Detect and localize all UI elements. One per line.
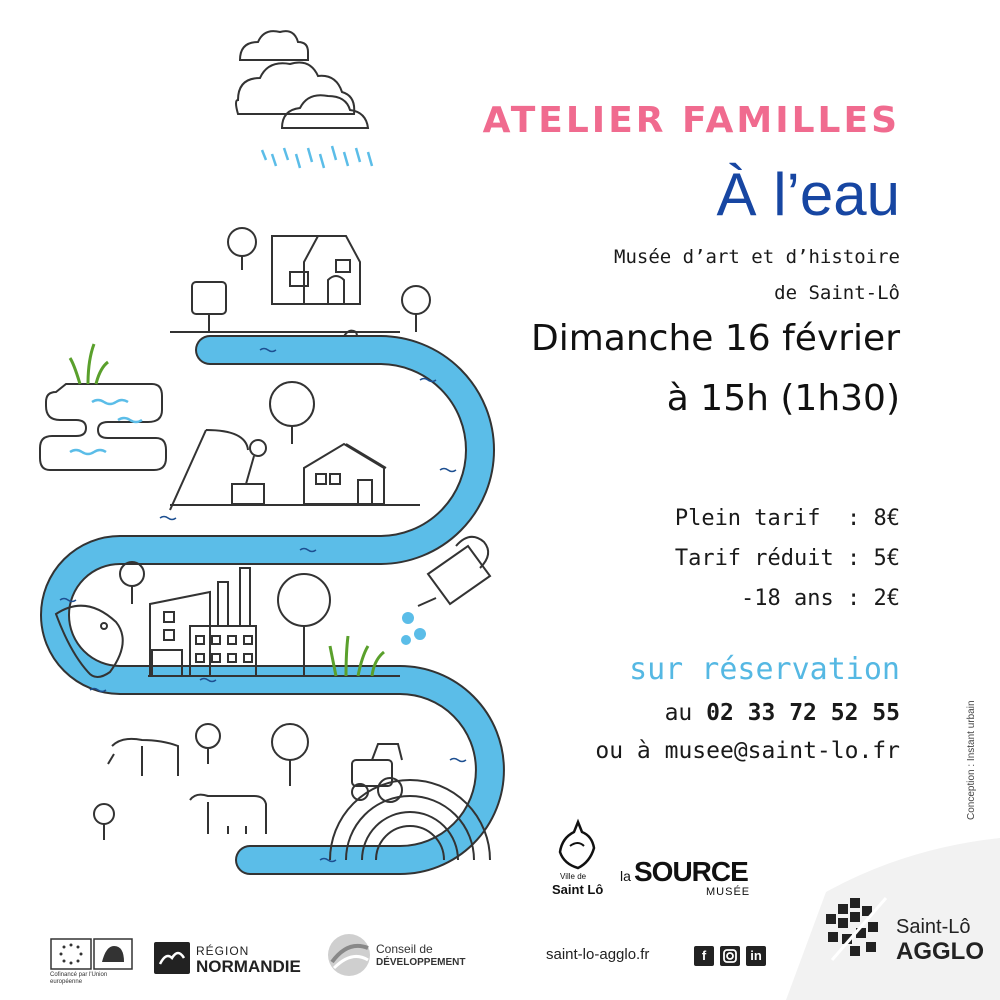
- website-link[interactable]: saint-lo-agglo.fr: [546, 946, 650, 963]
- event-kicker: ATELIER FAMILLES: [482, 100, 900, 141]
- agglo-logo-line1: Saint-Lô: [896, 916, 971, 938]
- price-under-18: -18 ans : 2€: [741, 586, 900, 611]
- conseil-developpement-icon: [326, 932, 372, 978]
- facebook-icon[interactable]: f: [694, 946, 714, 966]
- region-line2: NORMANDIE: [196, 957, 301, 976]
- region-line1: RÉGION: [196, 944, 250, 958]
- event-title: À l’eau: [716, 161, 900, 228]
- source-logo-la: la: [620, 868, 631, 884]
- phone-prefix: au: [664, 700, 707, 726]
- price-reduced: Tarif réduit : 5€: [674, 546, 900, 571]
- venue-line-2: de Saint-Lô: [774, 282, 900, 304]
- pond: [40, 384, 166, 470]
- water-cycle-illustration: [0, 0, 520, 900]
- region-normandie-icon: [154, 942, 190, 974]
- eu-caption: Cofinancé par l'Union européenne: [50, 972, 108, 985]
- linkedin-icon[interactable]: in: [746, 946, 766, 966]
- cloud-icon: [236, 31, 368, 128]
- instagram-icon[interactable]: [720, 946, 740, 966]
- conseil-line1: Conseil de: [376, 942, 433, 956]
- phone-number[interactable]: 02 33 72 52 55: [706, 700, 900, 726]
- rain-icon: [262, 146, 372, 168]
- conseil-line2: DÉVELOPPEMENT: [376, 957, 466, 968]
- river: [55, 350, 490, 860]
- price-full: Plein tarif : 8€: [674, 506, 900, 531]
- booking-phone-line: [665, 700, 900, 726]
- grass-icon: [70, 344, 108, 384]
- booking-email[interactable]: ou à musee@saint-lo.fr: [595, 738, 900, 764]
- event-time: à 15h (1h30): [666, 378, 900, 419]
- event-date: Dimanche 16 février: [531, 318, 900, 359]
- ville-logo-line1: Ville de: [560, 872, 587, 881]
- agglo-logo-line2: AGGLO: [896, 938, 984, 965]
- factory-scene: [120, 562, 400, 676]
- venue-line-1: Musée d’art et d’histoire: [614, 246, 900, 268]
- river-waves: [60, 349, 466, 862]
- pond-waves: [70, 400, 142, 454]
- design-credit: Conception : Instant urbain: [966, 700, 977, 820]
- booking-label: sur réservation: [629, 652, 900, 687]
- unicorn-logo-icon: [548, 818, 608, 872]
- water-drops-icon: [401, 612, 426, 645]
- source-logo-name: SOURCE: [634, 856, 748, 887]
- ville-logo-line2: Saint Lô: [552, 882, 604, 897]
- agglo-logo-icon: [822, 894, 892, 964]
- fisherman-scene: [170, 382, 420, 510]
- source-logo-sub: MUSÉE: [706, 886, 751, 898]
